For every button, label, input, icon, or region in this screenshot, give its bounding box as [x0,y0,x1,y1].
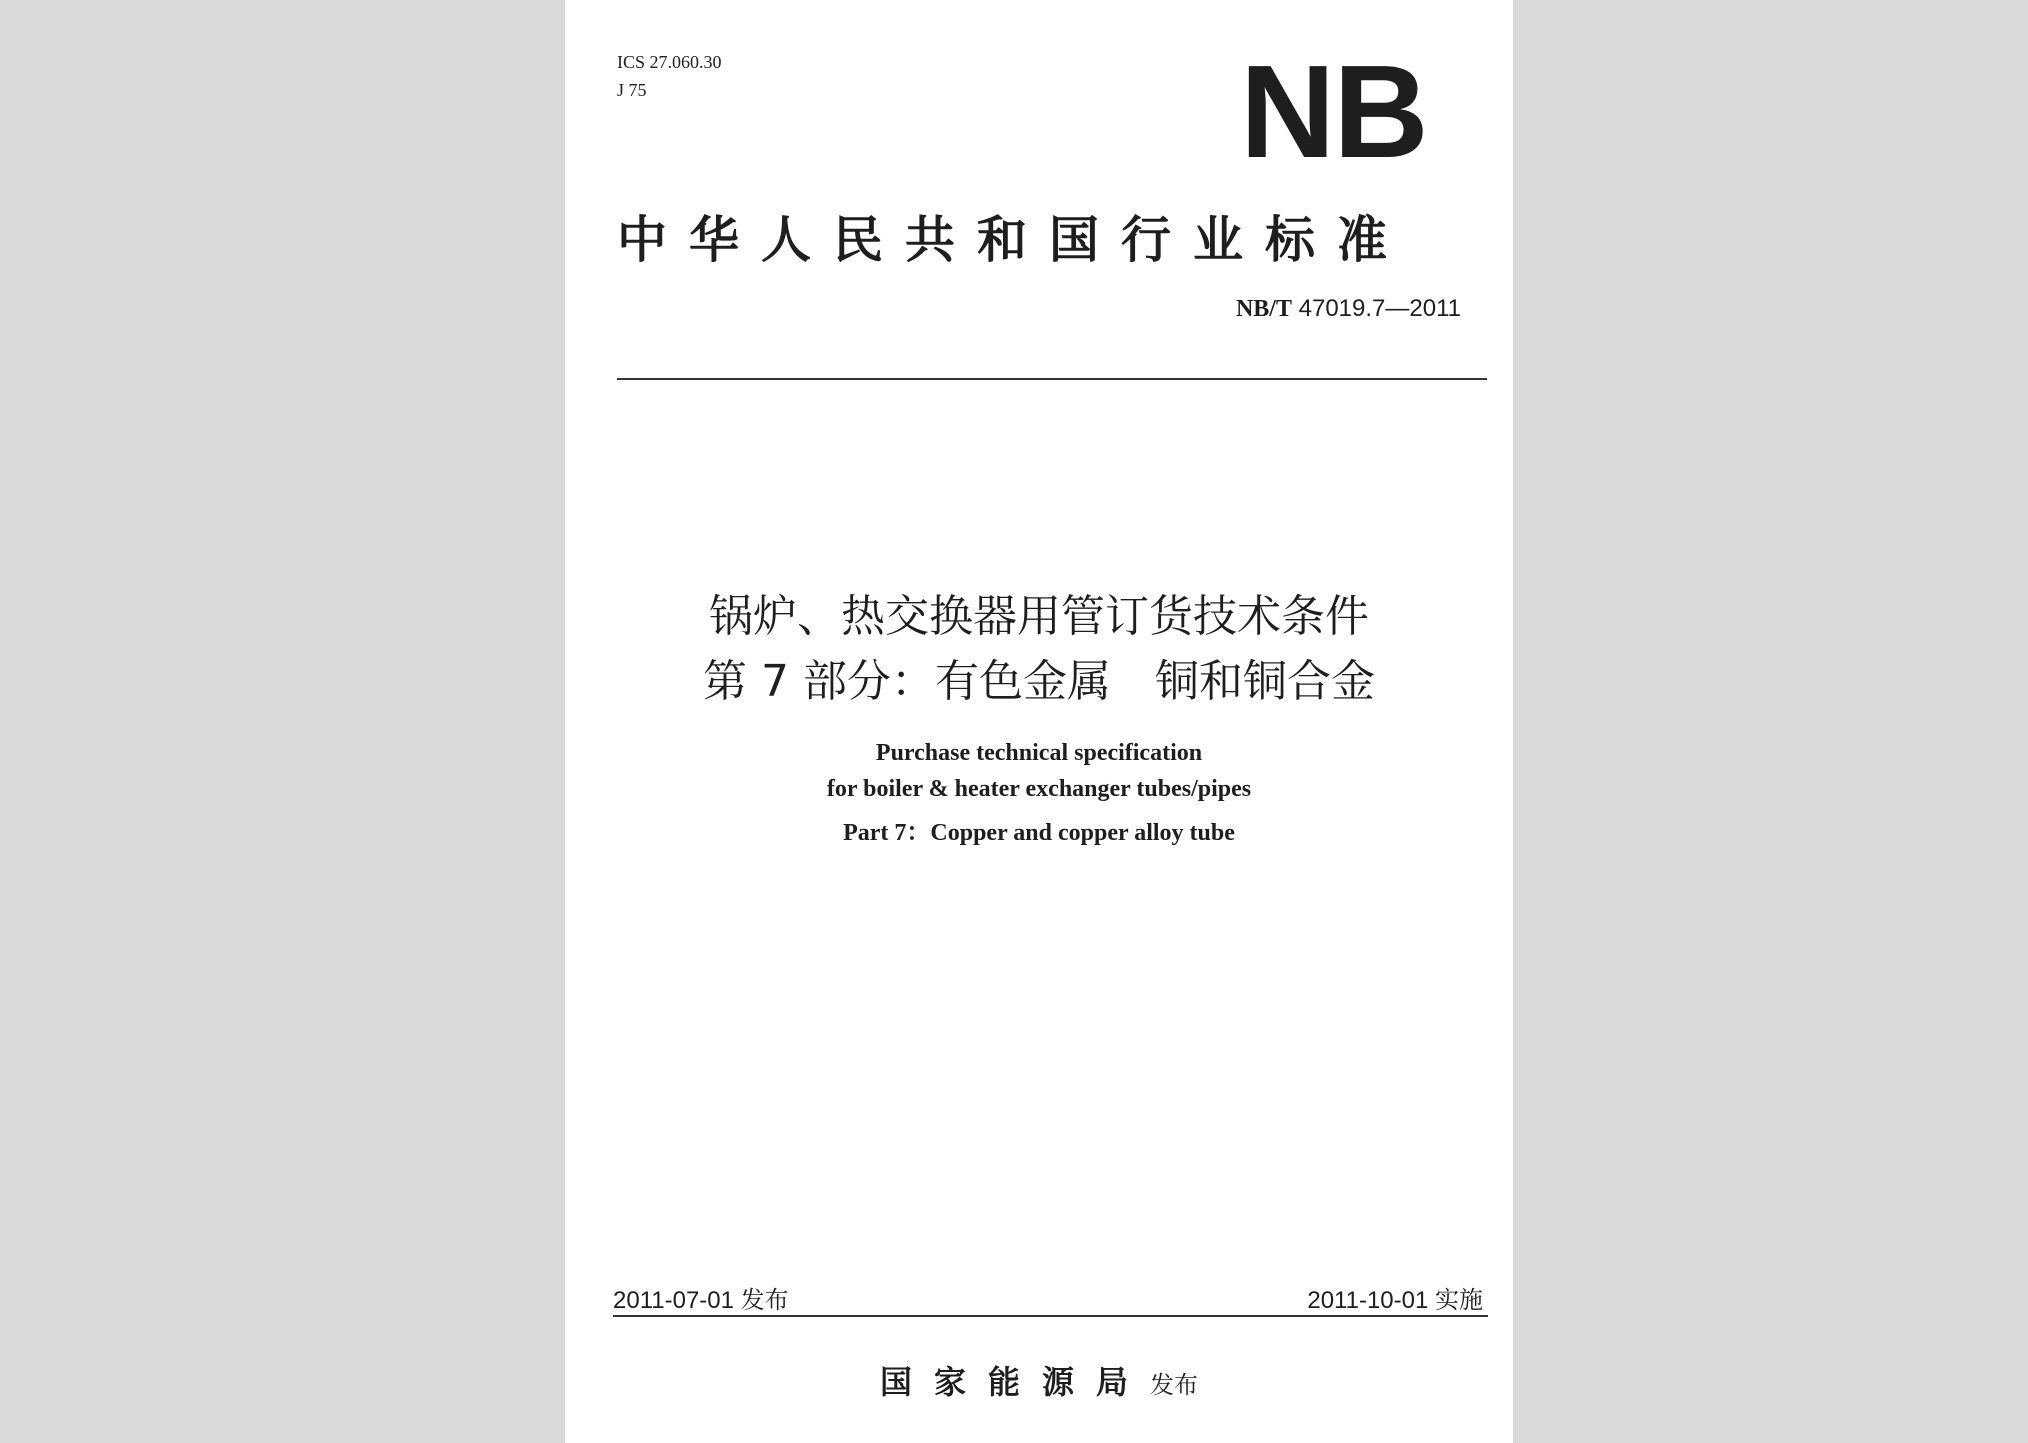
title-cn-line1: 锅炉、热交换器用管订货技术条件 [709,591,1369,642]
ics-code: ICS 27.060.30 [617,52,722,72]
footer-divider [613,1315,1488,1317]
standard-code: 47019.7—2011 [1298,295,1461,322]
title-en-line3: Part 7：Copper and copper alloy tube [843,820,1235,846]
standard-number [1236,295,1461,323]
organization-title: 中华人民共和国行业标准 [617,210,1409,269]
title-en-line2: for boiler & heater exchanger tubes/pipes [826,776,1252,802]
publisher [565,1357,1513,1403]
title-en-line1: Purchase technical specification [875,740,1203,766]
header-divider [617,378,1487,380]
publisher-name: 国家能源局 [879,1363,1150,1401]
publisher-suffix: 发布 [1150,1371,1198,1399]
implement-date: 2011-10-01 实施 [1307,1287,1483,1314]
standard-prefix: NB/T [1235,296,1292,322]
nb-logo: NB [1240,38,1427,185]
title-cn-line2: 第 7 部分：有色金属 铜和铜合金 [703,656,1375,707]
issue-date: 2011-07-01 发布 [613,1287,789,1314]
ccs-code: J 75 [617,80,647,100]
document-page [565,0,1513,1443]
